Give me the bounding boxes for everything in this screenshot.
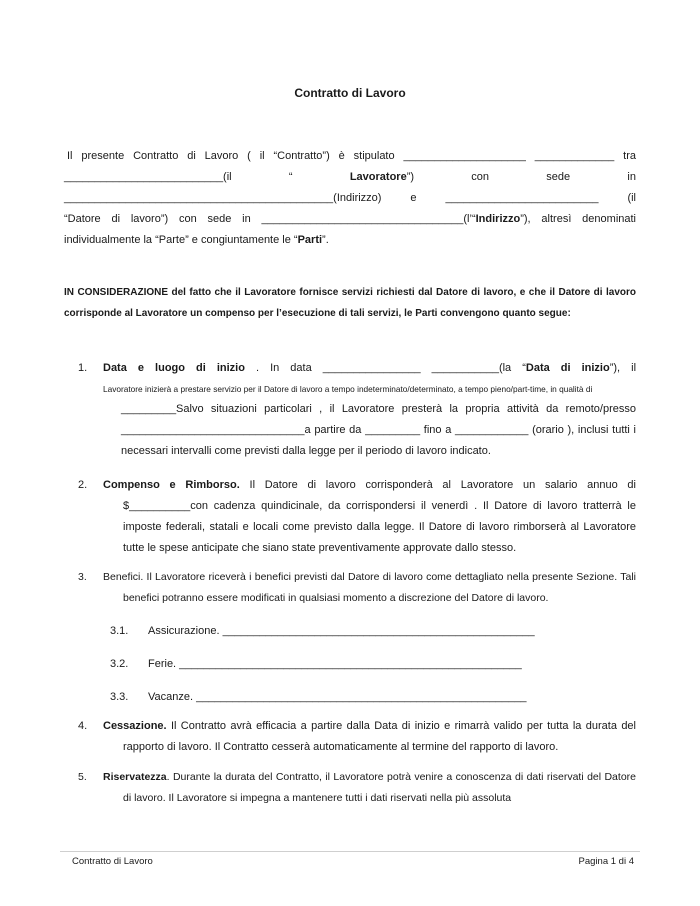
footer-page-number: Pagina 1 di 4: [578, 856, 634, 867]
blank-field-salary: Il Datore di lavoro corrisponderà al Lavoratore un salario annuo di $__________con cadenza quindicinale, da corrispondersi il venerdì . Il Datore di lavoro tratterrà le imposte federali, statali e locali come previsto dalla legge. Il Datore di lavoro rimborserà al Lavoratore tutte le spese anticipate che siano state preventivamente approvate dallo stesso.: [123, 479, 636, 554]
term-parti: Parti: [297, 234, 323, 246]
clause-3-text: [103, 567, 636, 609]
subclause-insurance: [64, 621, 636, 642]
blank-field-leave: ________________________________________________________: [176, 658, 522, 670]
clause-2-heading: Compenso e Rimborso.: [103, 479, 240, 491]
subclause-number: 3.1.: [110, 625, 129, 637]
intro-line-5: [64, 230, 636, 251]
intro-line-2: [64, 167, 636, 188]
clause-4-heading: Cessazione.: [103, 720, 167, 732]
intro-text: ”) con sede in: [406, 171, 636, 183]
subclause-leave: [64, 654, 636, 675]
subclause-label: Assicurazione.: [148, 625, 220, 637]
intro-line-1: [64, 146, 636, 167]
clause-1-heading: Data e luogo di inizio: [103, 362, 245, 374]
blank-field-start-date: . In data ________________ ___________(la “: [244, 362, 526, 374]
clause-4-termination: [64, 716, 636, 758]
intro-text: ”), altresì denominati: [520, 213, 636, 225]
blank-field-insurance: ___________________________________________________: [219, 625, 535, 637]
clause-3-text: Il Lavoratore riceverà i benefici previsti dal Datore di lavoro come dettagliato nella presente Sezione. Tali benefici potranno essere modificati in qualsiasi momento a discrezione del Datore di lavoro.: [123, 571, 636, 604]
intro-text: ”.: [322, 234, 329, 246]
intro-line-4: [64, 209, 636, 230]
blank-field-address: ____________________________________________(Indirizzo) e _________________________ (il: [64, 192, 636, 204]
term-data-di-inizio: Data di inizio: [525, 362, 610, 374]
intro-paragraph: [64, 146, 636, 251]
subclause-label: Vacanze.: [148, 691, 194, 703]
document-body: [0, 146, 700, 809]
clause-1-text: _________Salvo situazioni particolari , il Lavoratore presterà la propria attività da remoto/presso ______________________________a partire da _________ fino a ____________ (orario ), inclusi tutti i necessari intervalli come previsti dalla legge per il periodo di lavoro indicato.: [121, 403, 636, 457]
clause-3-body: [103, 567, 636, 609]
term-indirizzo: Indirizzo: [475, 213, 521, 225]
clause-5-confidentiality: [64, 767, 636, 809]
intro-text: Il presente Contratto di Lavoro ( il “Contratto”) è stipulato ____________________ _____________ tra: [67, 150, 636, 162]
subclause-label: Ferie.: [148, 658, 177, 670]
clause-2-text: [103, 475, 636, 559]
intro-text: individualmente la “Parte” e congiuntamente le “: [64, 234, 298, 246]
clause-3-heading: Benefici.: [103, 571, 144, 583]
term-lavoratore: Lavoratore: [349, 171, 407, 183]
subclause-content: [148, 687, 526, 708]
clause-4-body: [103, 716, 636, 758]
document-title: Contratto di Lavoro: [294, 86, 406, 100]
clause-1-heading-line: [103, 358, 636, 379]
clause-4-text: Il Contratto avrà efficacia a partire dalla Data di inizio e rimarrà valido per tutta la durata del rapporto di lavoro. Il Contratto cesserà automaticamente al termine del rapporto di lavoro.: [123, 720, 636, 753]
subclause-number: 3.3.: [110, 691, 129, 703]
clause-5-text: . Durante la durata del Contratto, il Lavoratore potrà venire a conoscenza di dati riservati del Datore di lavoro. Il Lavoratore si impegna a mantenere tutti i dati riservati nella più assoluta: [123, 771, 636, 804]
clause-1-fine-print: Lavoratore inizierà a prestare servizio per il Datore di lavoro a tempo indeterminato/determinato, a tempo pieno/part-time, in qualità di: [103, 384, 593, 394]
clause-3-benefits: [64, 567, 636, 609]
clause-3-subclauses: [64, 621, 636, 708]
clause-2-body: [103, 475, 636, 559]
clause-5-heading: Riservatezza: [103, 771, 167, 783]
clause-2-compensation: [64, 475, 636, 559]
subclause-number: 3.2.: [110, 658, 129, 670]
clause-5-body: [103, 767, 636, 809]
clause-2-number: 2.: [78, 479, 88, 491]
clause-5-number: 5.: [78, 771, 87, 783]
clause-1-text: ”), il: [609, 362, 637, 374]
subclause-vacation: [64, 687, 636, 708]
footer-divider: [60, 851, 640, 852]
clause-1-start-date: [64, 358, 636, 462]
clause-1-body: [103, 358, 636, 462]
page-footer: [72, 856, 634, 868]
blank-field-employer-address: “Datore di lavoro”) con sede in _________________________________(l’“: [64, 213, 476, 225]
subclause-content: [148, 654, 522, 675]
consideration-clause: IN CONSIDERAZIONE del fatto che il Lavoratore fornisce servizi richiesti dal Datore di lavoro, e che il Datore di lavoro corrisponde al Lavoratore un compenso per l’esecuzione di tali servizi, le Parti convengono quanto segue:: [64, 287, 636, 319]
clause-3-number: 3.: [78, 571, 87, 583]
subclause-content: [148, 621, 535, 642]
clause-1-number: 1.: [78, 362, 88, 374]
blank-field-vacation: ______________________________________________________: [193, 691, 527, 703]
footer-document-name: Contratto di Lavoro: [72, 856, 153, 867]
intro-line-3: [64, 188, 636, 209]
clause-4-number: 4.: [78, 720, 88, 732]
blank-field-worker-name: __________________________(il “: [64, 171, 350, 183]
clause-5-text: [103, 767, 636, 809]
clause-4-text: [103, 716, 636, 758]
